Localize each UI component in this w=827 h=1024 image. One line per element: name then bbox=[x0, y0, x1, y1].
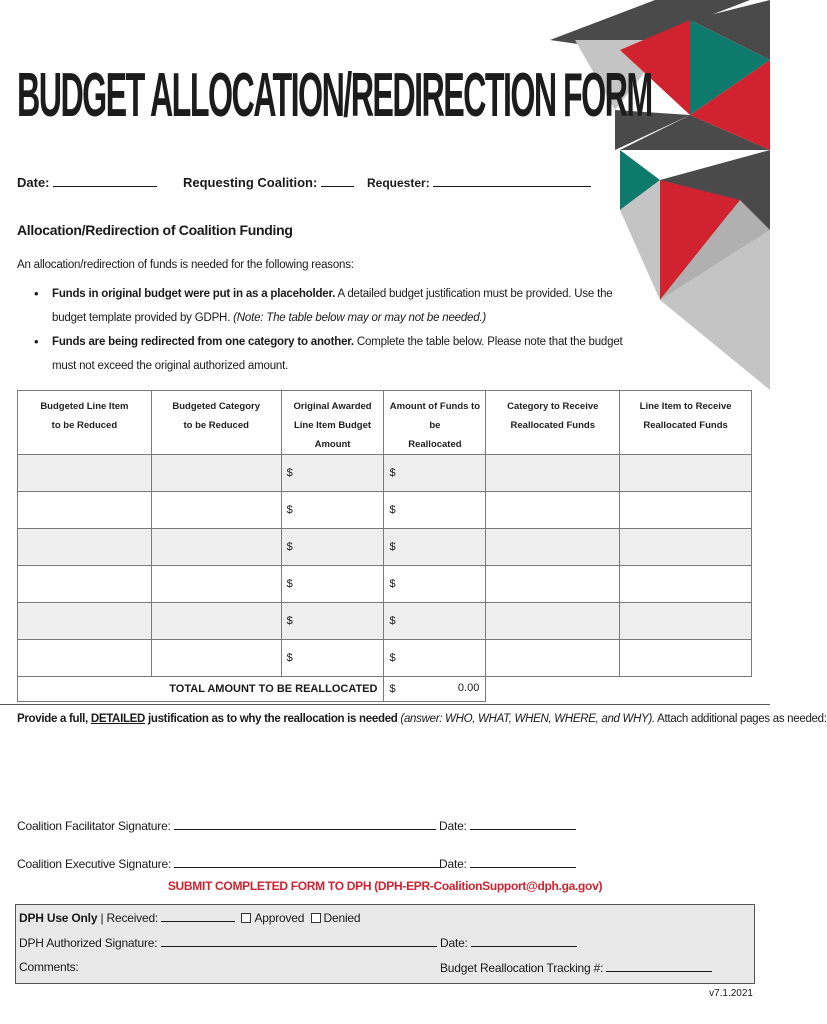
table-cell[interactable] bbox=[384, 492, 486, 529]
reason-item bbox=[34, 282, 634, 330]
table-row bbox=[18, 640, 752, 677]
table-body bbox=[18, 455, 752, 702]
budget-table bbox=[17, 390, 752, 702]
section-heading: Allocation/Redirection of Coalition Funding bbox=[17, 222, 293, 238]
section-divider bbox=[0, 704, 770, 705]
currency-symbol: $ bbox=[286, 504, 293, 516]
table-cell[interactable] bbox=[151, 566, 281, 603]
column-header-line: Line Item Budget Amount bbox=[293, 420, 372, 450]
coalition-line[interactable] bbox=[321, 175, 354, 187]
column-header-line: Reallocated bbox=[408, 439, 462, 450]
column-header-line: Budgeted Category bbox=[172, 401, 260, 412]
coalition-label: Requesting Coalition: bbox=[183, 175, 318, 190]
approved-checkbox[interactable] bbox=[241, 913, 251, 923]
column-header bbox=[620, 391, 752, 455]
column-header-line: Category to Receive bbox=[507, 401, 599, 412]
reason-bold: Funds in original budget were put in as a placeholder. bbox=[52, 288, 336, 300]
column-header bbox=[281, 391, 384, 455]
column-header-line: Budgeted Line Item bbox=[40, 401, 129, 412]
table-cell[interactable] bbox=[281, 603, 384, 640]
justification-prefix: Provide a full, bbox=[17, 713, 91, 725]
column-header bbox=[486, 391, 620, 455]
justification-prompt bbox=[17, 713, 827, 725]
column-header bbox=[151, 391, 281, 455]
table-row bbox=[18, 603, 752, 640]
table-cell[interactable] bbox=[18, 492, 152, 529]
dph-date-label: Date: bbox=[440, 936, 468, 950]
table-cell[interactable] bbox=[384, 529, 486, 566]
column-header-line: Amount of Funds to be bbox=[389, 401, 481, 431]
table-cell[interactable] bbox=[620, 603, 752, 640]
table-cell[interactable] bbox=[281, 455, 384, 492]
column-header-line: Original Awarded bbox=[293, 401, 372, 412]
currency-symbol: $ bbox=[286, 615, 293, 627]
total-amount-cell bbox=[384, 677, 486, 702]
date-field[interactable] bbox=[17, 175, 157, 190]
justification-middle: justification as to why the reallocation is needed bbox=[145, 713, 401, 725]
dph-signature-field[interactable] bbox=[19, 935, 437, 950]
intro-text: An allocation/redirection of funds is needed for the following reasons: bbox=[17, 259, 354, 271]
table-cell[interactable] bbox=[151, 492, 281, 529]
reason-text: Complete the table below. Please note that the budget must not exceed the original authorized amount. bbox=[52, 336, 623, 372]
dph-status-row bbox=[19, 910, 360, 925]
currency-symbol: $ bbox=[286, 467, 293, 479]
table-cell[interactable] bbox=[486, 492, 620, 529]
table-cell[interactable] bbox=[151, 529, 281, 566]
table-cell[interactable] bbox=[151, 640, 281, 677]
table-cell[interactable] bbox=[620, 529, 752, 566]
justification-suffix: Attach additional pages as needed: bbox=[654, 713, 827, 725]
table-row bbox=[18, 529, 752, 566]
dph-use-only-label: DPH Use Only bbox=[19, 911, 98, 925]
currency-symbol: $ bbox=[389, 683, 396, 695]
total-label: TOTAL AMOUNT TO BE REALLOCATED bbox=[18, 677, 384, 702]
dph-separator: | bbox=[100, 911, 104, 925]
currency-symbol: $ bbox=[286, 652, 293, 664]
column-header-line: to be Reduced bbox=[183, 420, 249, 431]
justification-questions: (answer: WHO, WHAT, WHEN, WHERE, and WHY). bbox=[400, 713, 655, 725]
executive-date-label: Date: bbox=[439, 857, 467, 871]
dph-date-field[interactable] bbox=[440, 935, 577, 950]
currency-symbol: $ bbox=[389, 467, 396, 479]
column-header-line: Reallocated Funds bbox=[510, 420, 595, 431]
dph-date-line[interactable] bbox=[471, 935, 577, 947]
reason-note: (Note: The table below may or may not be needed.) bbox=[233, 312, 487, 324]
executive-signature-line[interactable] bbox=[174, 856, 440, 868]
table-row bbox=[18, 455, 752, 492]
table-cell[interactable] bbox=[384, 566, 486, 603]
table-header-row bbox=[18, 391, 752, 455]
total-blank bbox=[486, 677, 752, 702]
denied-label: Denied bbox=[323, 911, 361, 925]
currency-symbol: $ bbox=[389, 541, 396, 553]
received-line[interactable] bbox=[161, 910, 235, 922]
date-label: Date: bbox=[17, 175, 50, 190]
table-cell[interactable] bbox=[281, 640, 384, 677]
table-cell[interactable] bbox=[18, 640, 152, 677]
received-label: Received: bbox=[106, 911, 159, 925]
facilitator-date-field[interactable] bbox=[439, 818, 576, 833]
facilitator-date-label: Date: bbox=[439, 819, 467, 833]
table-cell[interactable] bbox=[281, 566, 384, 603]
coalition-field[interactable] bbox=[183, 175, 354, 190]
currency-symbol: $ bbox=[389, 652, 396, 664]
table-row bbox=[18, 566, 752, 603]
table-cell[interactable] bbox=[151, 603, 281, 640]
reason-list bbox=[34, 282, 634, 378]
table-cell[interactable] bbox=[281, 529, 384, 566]
comments-label: Comments: bbox=[19, 960, 79, 974]
table-cell[interactable] bbox=[281, 492, 384, 529]
denied-checkbox[interactable] bbox=[311, 913, 321, 923]
approved-label: Approved bbox=[254, 911, 305, 925]
table-cell[interactable] bbox=[384, 455, 486, 492]
table-row bbox=[18, 492, 752, 529]
table-cell[interactable] bbox=[486, 529, 620, 566]
executive-signature-label: Coalition Executive Signature: bbox=[17, 857, 172, 871]
tracking-line[interactable] bbox=[606, 960, 712, 972]
table-cell[interactable] bbox=[620, 455, 752, 492]
facilitator-signature-label: Coalition Facilitator Signature: bbox=[17, 819, 171, 833]
reason-item bbox=[34, 330, 634, 378]
dph-signature-label: DPH Authorized Signature: bbox=[19, 936, 158, 950]
reason-bold: Funds are being redirected from one category to another. bbox=[52, 336, 354, 348]
justification-underlined: DETAILED bbox=[90, 713, 146, 725]
form-title: BUDGET ALLOCATION/REDIRECTION FORM bbox=[17, 61, 652, 130]
table-cell[interactable] bbox=[151, 455, 281, 492]
facilitator-signature-line[interactable] bbox=[174, 818, 436, 830]
total-amount-value: 0.00 bbox=[457, 682, 480, 694]
table-cell[interactable] bbox=[18, 566, 152, 603]
executive-date-field[interactable] bbox=[439, 856, 576, 871]
facilitator-signature-field[interactable] bbox=[17, 818, 436, 833]
dph-signature-line[interactable] bbox=[161, 935, 437, 947]
column-header-line: to be Reduced bbox=[51, 420, 118, 431]
currency-symbol: $ bbox=[389, 578, 396, 590]
table-cell[interactable] bbox=[486, 640, 620, 677]
facilitator-date-line[interactable] bbox=[470, 818, 576, 830]
version-label: v7.1.2021 bbox=[709, 988, 753, 999]
executive-date-line[interactable] bbox=[470, 856, 576, 868]
total-row bbox=[18, 677, 752, 702]
currency-symbol: $ bbox=[389, 504, 396, 516]
column-header bbox=[384, 391, 486, 455]
currency-symbol: $ bbox=[389, 615, 396, 627]
date-line[interactable] bbox=[53, 175, 157, 187]
comments-field[interactable] bbox=[19, 960, 79, 974]
table-cell[interactable] bbox=[18, 455, 152, 492]
executive-signature-field[interactable] bbox=[17, 856, 440, 871]
table-cell[interactable] bbox=[486, 455, 620, 492]
requester-label: Requester: bbox=[367, 176, 430, 190]
column-header-line: Reallocated Funds bbox=[643, 420, 728, 431]
table-cell[interactable] bbox=[384, 640, 486, 677]
reason-text: A detailed budget justification must be provided. Use the budget template provided by GDPH. bbox=[52, 288, 613, 324]
requester-line[interactable] bbox=[433, 175, 591, 187]
tracking-label: Budget Reallocation Tracking #: bbox=[440, 961, 604, 975]
submit-instruction: SUBMIT COMPLETED FORM TO DPH (DPH-EPR-CoalitionSupport@dph.ga.gov) bbox=[167, 879, 603, 893]
currency-symbol: $ bbox=[286, 541, 293, 553]
table-cell[interactable] bbox=[486, 566, 620, 603]
table-cell[interactable] bbox=[486, 603, 620, 640]
column-header bbox=[18, 391, 152, 455]
table-cell[interactable] bbox=[620, 492, 752, 529]
tracking-field[interactable] bbox=[440, 960, 712, 975]
dph-use-only-box bbox=[15, 904, 755, 984]
table-cell[interactable] bbox=[620, 640, 752, 677]
column-header-line: Line Item to Receive bbox=[639, 401, 732, 412]
requester-field[interactable] bbox=[367, 175, 591, 190]
currency-symbol: $ bbox=[286, 578, 293, 590]
table-cell[interactable] bbox=[18, 529, 152, 566]
table-cell[interactable] bbox=[620, 566, 752, 603]
table-cell[interactable] bbox=[18, 603, 152, 640]
table-cell[interactable] bbox=[384, 603, 486, 640]
